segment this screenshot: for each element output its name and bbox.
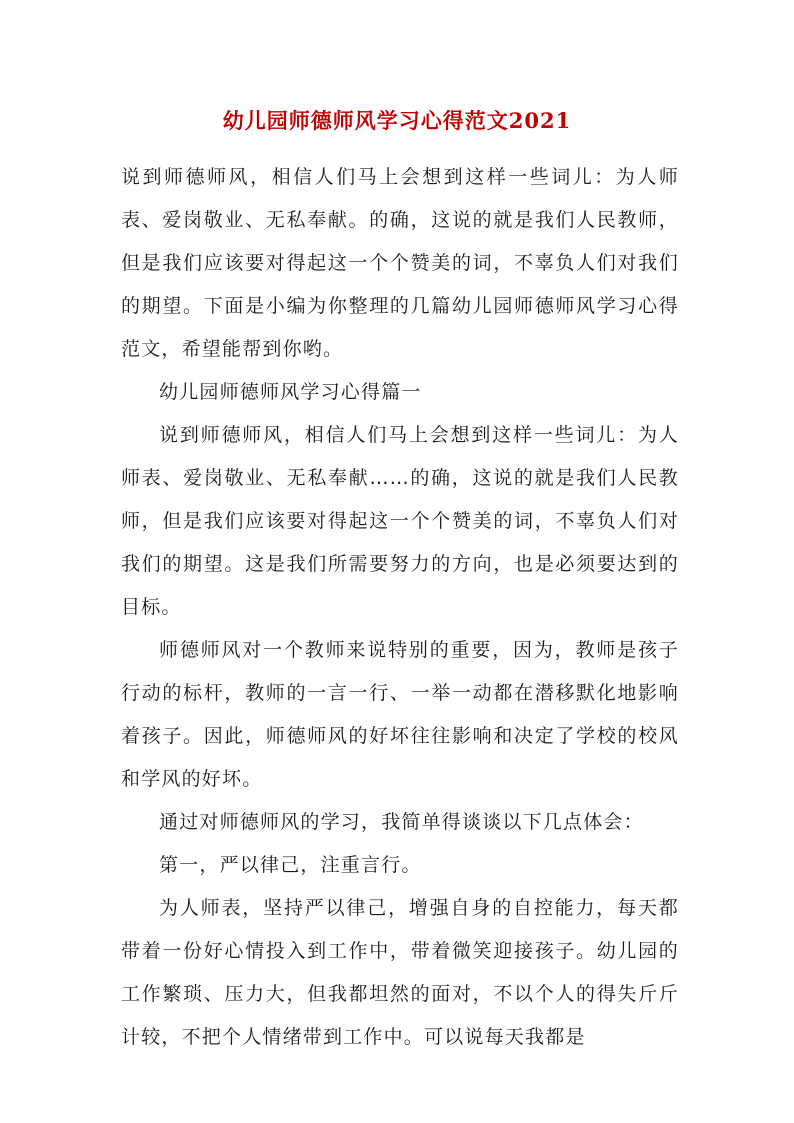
document-body [121,156,679,1059]
paragraph-intro: 说到师德师风，相信人们马上会想到这样一些词儿：为人师表、爱岗敬业、无私奉献。的确，这说的就是我们人民教师，但是我们应该要对得起这一个个赞美的词，不辜负人们对我们的期望。下面是小编为你整理的几篇幼儿园师德师风学习心得范文，希望能帮到你哟。 [121,166,679,360]
paragraph: 为人师表，坚持严以律己，增强自身的自控能力，每天都带着一份好心情投入到工作中，带着微笑迎接孩子。幼儿园的工作繁琐、压力大，但我都坦然的面对，不以个人的得失斤斤计较，不把个人情绪带到工作中。可以说每天我都是 [121,897,679,1048]
paragraph: 师德师风对一个教师来说特别的重要，因为，教师是孩子行动的标杆，教师的一言一行、一举一动都在潜移默化地影响着孩子。因此，师德师风的好坏往往影响和决定了学校的校风和学风的好坏。 [121,639,679,790]
document-title: 幼儿园师德师风学习心得范文2021 [222,108,572,133]
paragraph: 通过对师德师风的学习，我简单得谈谈以下几点体会： [159,811,644,833]
paragraph: 第一，严以律己，注重言行。 [159,854,422,876]
section-heading: 幼儿园师德师风学习心得篇一 [159,381,422,403]
paragraph: 说到师德师风，相信人们马上会想到这样一些词儿：为人师表、爱岗敬业、无私奉献……的确，这说的就是我们人民教师，但是我们应该要对得起这一个个赞美的词，不辜负人们对我们的期望。这是我们所需要努力的方向，也是必须要达到的目标。 [121,424,679,618]
